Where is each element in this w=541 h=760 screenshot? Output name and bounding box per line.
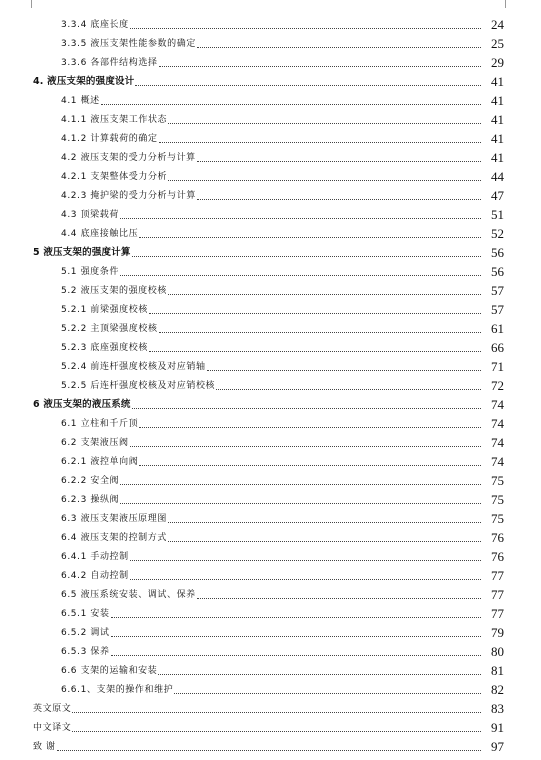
toc-entry-title[interactable]: 6.2.1 液控单向阀 bbox=[61, 457, 139, 467]
toc-entry[interactable] bbox=[0, 488, 541, 507]
dot-leader bbox=[168, 522, 481, 523]
toc-page-number: 56 bbox=[491, 245, 504, 260]
toc-entry-title[interactable]: 6.2 支架液压阀 bbox=[61, 438, 129, 448]
dot-leader bbox=[120, 503, 481, 504]
dot-leader bbox=[120, 275, 481, 276]
toc-entry-title[interactable]: 4.1 概述 bbox=[61, 96, 100, 106]
toc-entry-title[interactable]: 6.6.1、支架的操作和维护 bbox=[61, 685, 174, 695]
toc-entry[interactable] bbox=[0, 127, 541, 146]
toc-entry-title[interactable]: 3.3.6 各部件结构选择 bbox=[61, 58, 158, 68]
toc-page-number: 77 bbox=[491, 587, 504, 602]
dot-leader bbox=[207, 370, 481, 371]
toc-entry-title[interactable]: 4. 液压支架的强度设计 bbox=[33, 76, 135, 87]
dot-leader bbox=[120, 484, 481, 485]
toc-page-number: 74 bbox=[491, 416, 504, 431]
toc-entry[interactable] bbox=[0, 317, 541, 336]
toc-entry[interactable] bbox=[0, 108, 541, 127]
toc-entry[interactable] bbox=[0, 32, 541, 51]
toc-entry[interactable] bbox=[0, 184, 541, 203]
toc-page-number: 97 bbox=[491, 739, 504, 754]
dot-leader bbox=[130, 446, 481, 447]
dot-leader bbox=[111, 655, 481, 656]
toc-entry[interactable] bbox=[0, 355, 541, 374]
dot-leader bbox=[197, 47, 481, 48]
dot-leader bbox=[168, 541, 481, 542]
toc-page-number: 29 bbox=[491, 55, 504, 70]
toc-entry-title[interactable]: 4.2 液压支架的受力分析与计算 bbox=[61, 153, 196, 163]
toc-page-number: 75 bbox=[491, 511, 504, 526]
toc-entry[interactable] bbox=[0, 583, 541, 602]
toc-entry-title[interactable]: 6.4 液压支架的控制方式 bbox=[61, 533, 167, 543]
toc-entry[interactable] bbox=[0, 564, 541, 583]
toc-page-number: 71 bbox=[491, 359, 504, 374]
dot-leader bbox=[159, 66, 481, 67]
dot-leader bbox=[168, 294, 481, 295]
toc-page-number: 81 bbox=[491, 663, 504, 678]
toc-entry-title[interactable]: 6.2.3 操纵阀 bbox=[61, 495, 120, 505]
left-margin-mark bbox=[31, 0, 32, 8]
toc-page-number: 66 bbox=[491, 340, 504, 355]
toc-entry-title[interactable]: 4.1.1 液压支架工作状态 bbox=[61, 115, 168, 125]
toc-entry[interactable] bbox=[0, 507, 541, 526]
toc-entry[interactable] bbox=[0, 222, 541, 241]
toc-entry-title[interactable]: 英文原文 bbox=[33, 704, 72, 714]
dot-leader bbox=[120, 218, 481, 219]
dot-leader bbox=[130, 579, 481, 580]
dot-leader bbox=[197, 598, 481, 599]
toc-entry-title[interactable]: 中文译文 bbox=[33, 723, 72, 733]
toc-entry[interactable] bbox=[0, 279, 541, 298]
toc-entry[interactable] bbox=[0, 412, 541, 431]
toc-entry[interactable] bbox=[0, 716, 541, 735]
toc-page-number: 82 bbox=[491, 682, 504, 697]
toc-entry-title[interactable]: 6.5.1 安装 bbox=[61, 609, 110, 619]
toc-entry[interactable] bbox=[0, 450, 541, 469]
toc-entry[interactable] bbox=[0, 469, 541, 488]
dot-leader bbox=[149, 351, 481, 352]
toc-page-number: 52 bbox=[491, 226, 504, 241]
dot-leader bbox=[130, 28, 481, 29]
toc-entry[interactable] bbox=[0, 165, 541, 184]
toc-page-number: 75 bbox=[491, 492, 504, 507]
dot-leader bbox=[57, 750, 481, 751]
toc-entry-title[interactable]: 致 谢 bbox=[33, 742, 56, 752]
toc-page-number: 80 bbox=[491, 644, 504, 659]
toc-page-number: 74 bbox=[491, 435, 504, 450]
toc-page-number: 76 bbox=[491, 549, 504, 564]
toc-entry[interactable] bbox=[0, 393, 541, 412]
toc-entry-title[interactable]: 3.3.5 液压支架性能参数的确定 bbox=[61, 39, 196, 49]
toc-entry[interactable] bbox=[0, 659, 541, 678]
toc-page-number: 41 bbox=[491, 74, 504, 89]
dot-leader bbox=[135, 85, 481, 86]
toc-page-number: 57 bbox=[491, 283, 504, 298]
toc-entry[interactable] bbox=[0, 70, 541, 89]
dot-leader bbox=[216, 389, 481, 390]
toc-page-number: 83 bbox=[491, 701, 504, 716]
dot-leader bbox=[111, 636, 481, 637]
toc-page-number: 77 bbox=[491, 606, 504, 621]
dot-leader bbox=[139, 237, 481, 238]
dot-leader bbox=[159, 332, 481, 333]
toc-entry-title[interactable]: 4.4 底座接触比压 bbox=[61, 229, 139, 239]
toc-entry-title[interactable]: 4.2.1 支架整体受力分析 bbox=[61, 172, 168, 182]
toc-entry[interactable] bbox=[0, 374, 541, 393]
toc-entry[interactable] bbox=[0, 640, 541, 659]
toc-entry[interactable] bbox=[0, 678, 541, 697]
dot-leader bbox=[197, 199, 481, 200]
toc-page-number: 41 bbox=[491, 150, 504, 165]
toc-page-number: 44 bbox=[491, 169, 504, 184]
toc-entry[interactable] bbox=[0, 260, 541, 279]
toc-entry-title[interactable]: 4.2.3 掩护梁的受力分析与计算 bbox=[61, 191, 196, 201]
toc-page-number: 77 bbox=[491, 568, 504, 583]
toc-entry[interactable] bbox=[0, 241, 541, 260]
toc-page-number: 79 bbox=[491, 625, 504, 640]
toc-entry[interactable] bbox=[0, 526, 541, 545]
dot-leader bbox=[197, 161, 481, 162]
toc-entry[interactable] bbox=[0, 602, 541, 621]
toc-entry-title[interactable]: 6.4.2 自动控制 bbox=[61, 571, 129, 581]
toc-entry-title[interactable]: 6.6 支架的运输和安装 bbox=[61, 666, 158, 676]
toc-page-number: 74 bbox=[491, 397, 504, 412]
toc-entry-title[interactable]: 5 液压支架的强度计算 bbox=[33, 247, 131, 258]
toc-entry[interactable] bbox=[0, 146, 541, 165]
dot-leader bbox=[130, 560, 481, 561]
toc-entry[interactable] bbox=[0, 203, 541, 222]
toc-entry-title[interactable]: 5.2.1 前梁强度校核 bbox=[61, 305, 148, 315]
toc-page-number: 61 bbox=[491, 321, 504, 336]
toc-page-number: 51 bbox=[491, 207, 504, 222]
toc-page-number: 24 bbox=[491, 17, 504, 32]
toc-entry[interactable] bbox=[0, 51, 541, 70]
toc-entry-title[interactable]: 6.5.2 调试 bbox=[61, 628, 110, 638]
toc-entry[interactable] bbox=[0, 336, 541, 355]
toc-entry-title[interactable]: 6.3 液压支架液压原理图 bbox=[61, 514, 167, 524]
dot-leader bbox=[132, 408, 481, 409]
dot-leader bbox=[101, 104, 481, 105]
toc-page-number: 72 bbox=[491, 378, 504, 393]
toc-entry[interactable] bbox=[0, 431, 541, 450]
toc-page-number: 56 bbox=[491, 264, 504, 279]
dot-leader bbox=[139, 427, 481, 428]
toc-page-number: 41 bbox=[491, 112, 504, 127]
toc-entry[interactable] bbox=[0, 735, 541, 754]
toc-entry-title[interactable]: 5.2 液压支架的强度校核 bbox=[61, 286, 167, 296]
toc-page-number: 74 bbox=[491, 454, 504, 469]
toc-page-number: 41 bbox=[491, 131, 504, 146]
toc-entry-title[interactable]: 5.1 强度条件 bbox=[61, 267, 119, 277]
toc-entry-title[interactable]: 6.5.3 保养 bbox=[61, 647, 110, 657]
toc-entry[interactable] bbox=[0, 697, 541, 716]
toc-page-number: 76 bbox=[491, 530, 504, 545]
dot-leader bbox=[111, 617, 481, 618]
toc-entry-title[interactable]: 6 液压支架的液压系统 bbox=[33, 399, 131, 410]
toc-entry-title[interactable]: 5.2.5 后连杆强度校核及对应销校核 bbox=[61, 381, 216, 391]
toc-entry-title[interactable]: 4.1.2 计算载荷的确定 bbox=[61, 134, 158, 144]
toc-entry[interactable] bbox=[0, 89, 541, 108]
dot-leader bbox=[174, 693, 481, 694]
toc-page-number: 25 bbox=[491, 36, 504, 51]
toc-page-number: 75 bbox=[491, 473, 504, 488]
dot-leader bbox=[158, 674, 481, 675]
dot-leader bbox=[139, 465, 481, 466]
toc-entry-title[interactable]: 3.3.4 底座长度 bbox=[61, 20, 129, 30]
dot-leader bbox=[168, 123, 481, 124]
toc-page-number: 41 bbox=[491, 93, 504, 108]
toc-entry-title[interactable]: 5.2.3 底座强度校核 bbox=[61, 343, 148, 353]
dot-leader bbox=[149, 313, 481, 314]
dot-leader bbox=[72, 712, 481, 713]
dot-leader bbox=[132, 256, 481, 257]
toc-entry-title[interactable]: 4.3 顶梁载荷 bbox=[61, 210, 119, 220]
toc-entry-title[interactable]: 6.1 立柱和千斤顶 bbox=[61, 419, 139, 429]
right-margin-mark bbox=[505, 0, 506, 8]
toc-entry-title[interactable]: 6.2.2 安全阀 bbox=[61, 476, 120, 486]
dot-leader bbox=[159, 142, 481, 143]
dot-leader bbox=[168, 180, 481, 181]
toc-entry[interactable] bbox=[0, 621, 541, 640]
toc-page-number: 57 bbox=[491, 302, 504, 317]
toc-page-number: 47 bbox=[491, 188, 504, 203]
toc-entry-title[interactable]: 6.4.1 手动控制 bbox=[61, 552, 129, 562]
toc-entry-title[interactable]: 5.2.2 主顶梁强度校核 bbox=[61, 324, 158, 334]
toc-entry[interactable] bbox=[0, 545, 541, 564]
toc-entry-title[interactable]: 6.5 液压系统安装、调试、保养 bbox=[61, 590, 196, 600]
toc-page-number: 91 bbox=[491, 720, 504, 735]
toc-entry[interactable] bbox=[0, 298, 541, 317]
toc-entry-title[interactable]: 5.2.4 前连杆强度校核及对应销轴 bbox=[61, 362, 206, 372]
dot-leader bbox=[72, 731, 481, 732]
toc-entry[interactable] bbox=[0, 13, 541, 32]
